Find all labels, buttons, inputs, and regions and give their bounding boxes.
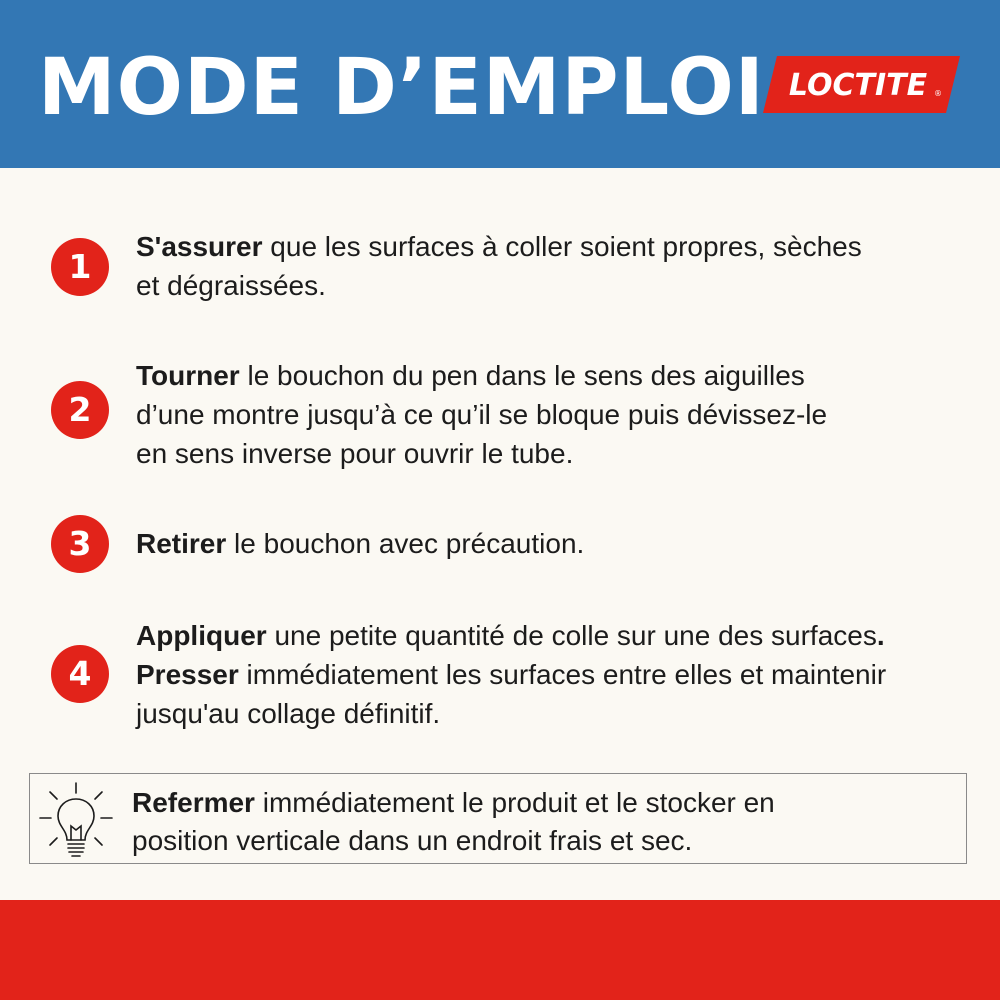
step-4-line-3: jusqu'au collage définitif. [136,698,441,729]
step-4-badge: 4 [51,645,109,703]
step-3-line-1 [136,524,976,563]
page-title: MODE D’EMPLOI [38,43,765,133]
step-2-badge: 2 [51,381,109,439]
step-4-line-1-period: . [876,620,885,651]
loctite-logo [763,56,960,113]
step-2-line-3: en sens inverse pour ouvrir le tube. [136,438,574,469]
logo-registered-mark: ® [934,89,942,98]
tip-line-1 [132,784,952,822]
step-3-keyword: Retirer [136,528,227,559]
step-2-keyword: Tourner [136,360,240,391]
step-2-line-1 [136,356,976,395]
tip-text [132,784,952,860]
step-1-line-2: et dégraissées. [136,270,326,301]
step-1-badge: 1 [51,238,109,296]
step-4-text [136,616,976,733]
step-4-line-2 [136,655,976,694]
step-1-line-1 [136,227,976,266]
step-2-line-2: d’une montre jusqu’à ce qu’il se bloque puis dévissez-le [136,399,828,430]
step-3-badge: 3 [51,515,109,573]
tip-box [29,773,967,864]
step-1-keyword: S'assurer [136,231,263,262]
step-2-text [136,356,976,473]
step-4-line-1-rest: une petite quantité de colle sur une des surfaces [266,620,877,651]
step-1-line-1-rest: que les surfaces à coller soient propres, sèches [262,231,862,262]
step-4-keyword: Appliquer [136,620,267,651]
tip-keyword: Refermer [132,787,255,818]
tip-line-2: position verticale dans un endroit frais et sec. [132,825,693,856]
step-4-line-2-rest: immédiatement les surfaces entre elles et maintenir [238,659,887,690]
footer-band [0,900,1000,1000]
tip-line-1-rest: immédiatement le produit et le stocker en [254,787,775,818]
lightbulb-icon [36,778,116,860]
step-4-keyword-2: Presser [136,659,239,690]
header-banner [0,0,1000,168]
step-3-line-1-rest: le bouchon avec précaution. [226,528,585,559]
step-3-text [136,524,976,563]
step-2-line-1-rest: le bouchon du pen dans le sens des aiguilles [239,360,805,391]
logo-text: LOCTITE [788,68,928,103]
step-4-line-1 [136,616,976,655]
step-1-text [136,227,976,305]
